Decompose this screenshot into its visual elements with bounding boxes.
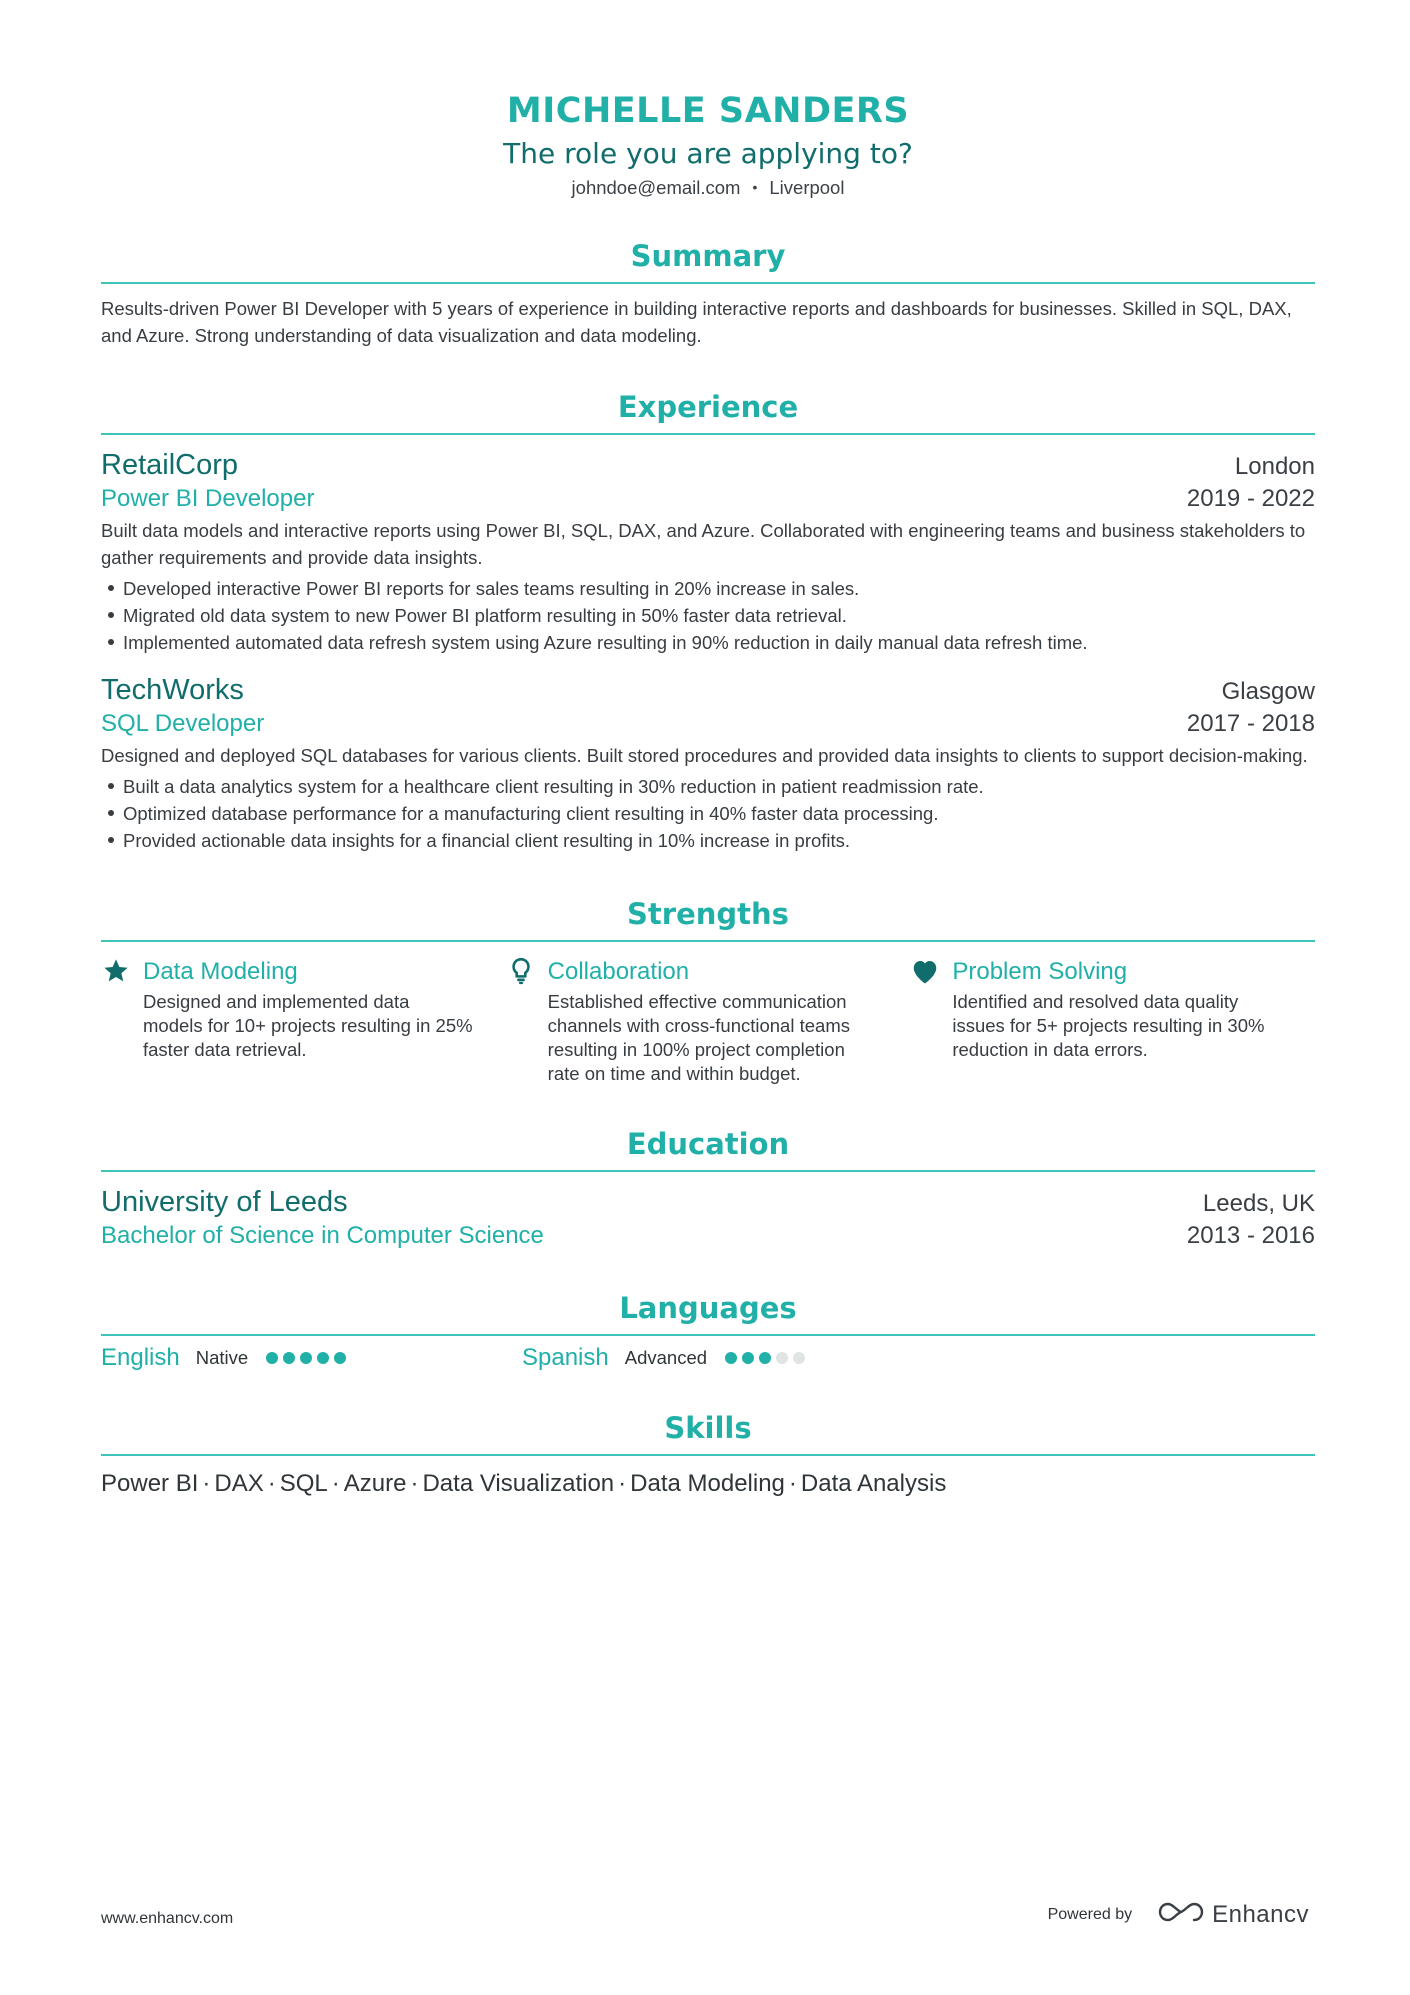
school-name: University of Leeds — [101, 1186, 348, 1218]
contact-line — [101, 176, 1315, 201]
skill-separator: · — [202, 1470, 211, 1497]
resume-page — [101, 88, 1315, 1500]
job-dates: 2017 - 2018 — [1186, 710, 1315, 737]
skill-separator: · — [788, 1470, 797, 1497]
job-location: Glasgow — [1221, 678, 1315, 705]
job-company: RetailCorp — [101, 449, 238, 481]
lightbulb-icon — [506, 956, 536, 986]
section-title-education: Education — [101, 1126, 1315, 1172]
education-section — [101, 1126, 1315, 1252]
job-description: Designed and deployed SQL databases for various clients. Built stored procedures and provided data insights to clients to support decision-making. — [101, 745, 1308, 766]
rating-dot-filled — [317, 1352, 329, 1364]
strength-item — [910, 956, 1315, 1086]
skill-separator: · — [410, 1470, 419, 1497]
strength-item — [101, 956, 506, 1086]
section-title-experience: Experience — [101, 389, 1315, 435]
rating-dot-filled — [300, 1352, 312, 1364]
strength-description: Identified and resolved data quality issues for 5+ projects resulting in 30% reduction in data errors. — [952, 991, 1265, 1060]
strength-item — [506, 956, 911, 1086]
job-bullets — [101, 575, 1315, 656]
candidate-name: MICHELLE SANDERS — [506, 91, 910, 131]
footer-website[interactable]: www.enhancv.com — [101, 1910, 234, 1927]
job-bullet: Optimized database performance for a manufacturing client resulting in 40% faster data processing. — [101, 800, 1315, 827]
brand-name[interactable]: Enhancv — [1212, 1900, 1309, 1928]
skill-separator: · — [331, 1470, 340, 1497]
job-dates: 2019 - 2022 — [1186, 485, 1315, 512]
rating-dot-filled — [759, 1352, 771, 1364]
skill-item: Azure — [343, 1470, 407, 1497]
powered-by-label: Powered by — [1047, 1905, 1133, 1923]
strength-title: Problem Solving — [952, 958, 1128, 985]
email[interactable]: johndoe@email.com — [571, 177, 741, 198]
job-bullet: Provided actionable data insights for a financial client resulting in 10% increase in profits. — [101, 827, 1315, 854]
job-role: Power BI Developer — [101, 485, 315, 512]
section-title-languages: Languages — [101, 1290, 1315, 1336]
job-bullet: Built a data analytics system for a healthcare client resulting in 30% reduction in patient readmission rate. — [101, 773, 1315, 800]
enhancv-logo-icon — [1158, 1900, 1204, 1929]
language-item — [101, 1344, 522, 1372]
summary-section — [101, 238, 1315, 349]
language-name: Spanish — [522, 1344, 609, 1371]
section-title-strengths: Strengths — [101, 896, 1315, 942]
rating-dot-filled — [283, 1352, 295, 1364]
skills-section — [101, 1410, 1315, 1500]
language-name: English — [101, 1344, 180, 1371]
language-item — [522, 1344, 943, 1372]
skill-separator: · — [618, 1470, 627, 1497]
language-rating — [725, 1352, 810, 1364]
rating-dot-filled — [725, 1352, 737, 1364]
strengths-section — [101, 896, 1315, 1086]
job-company: TechWorks — [101, 674, 244, 706]
contact-separator: • — [752, 179, 758, 195]
heart-icon — [910, 956, 940, 986]
summary-text: Results-driven Power BI Developer with 5 years of experience in building interactive reports and dashboards for businesses. Skilled in SQL, DAX, and Azure. Strong understanding of data visualization and data modeling. — [101, 298, 1292, 346]
strengths-grid — [101, 956, 1315, 1086]
rating-dot-empty — [793, 1352, 805, 1364]
skill-item: Data Visualization — [422, 1470, 615, 1497]
language-level: Native — [195, 1347, 249, 1368]
target-role: The role you are applying to? — [503, 137, 913, 170]
skill-separator: · — [267, 1470, 276, 1497]
job-bullet: Developed interactive Power BI reports for sales teams resulting in 20% increase in sales. — [101, 575, 1315, 602]
location: Liverpool — [769, 177, 845, 198]
job-entry — [101, 672, 1315, 854]
skill-item: DAX — [214, 1470, 264, 1497]
education-dates: 2013 - 2016 — [1186, 1222, 1315, 1249]
job-entry — [101, 447, 1315, 656]
job-description: Built data models and interactive reports using Power BI, SQL, DAX, and Azure. Collaborated with engineering teams and business stakeholders to gather requirements and provide data insights. — [101, 520, 1306, 568]
job-bullet: Migrated old data system to new Power BI platform resulting in 50% faster data retrieval. — [101, 602, 1315, 629]
strength-title: Collaboration — [547, 958, 690, 985]
degree: Bachelor of Science in Computer Science — [101, 1222, 544, 1249]
section-title-skills: Skills — [101, 1410, 1315, 1456]
rating-dot-filled — [742, 1352, 754, 1364]
footer-branding — [1048, 1900, 1309, 1929]
rating-dot-empty — [776, 1352, 788, 1364]
resume-header — [101, 88, 1315, 201]
skills-list — [101, 1468, 1315, 1500]
section-title-summary: Summary — [101, 238, 1315, 284]
skill-item: Data Analysis — [800, 1470, 947, 1497]
language-level: Advanced — [624, 1347, 708, 1368]
languages-section — [101, 1290, 1315, 1372]
language-rating — [266, 1352, 351, 1364]
job-location: London — [1234, 453, 1315, 480]
education-entry — [101, 1184, 1315, 1252]
rating-dot-filled — [334, 1352, 346, 1364]
skill-item: SQL — [279, 1470, 328, 1497]
rating-dot-filled — [266, 1352, 278, 1364]
languages-list — [101, 1344, 1315, 1372]
skill-item: Data Modeling — [630, 1470, 785, 1497]
job-bullet: Implemented automated data refresh system using Azure resulting in 90% reduction in daily manual data refresh time. — [101, 629, 1315, 656]
strength-description: Designed and implemented data models for 10+ projects resulting in 25% faster data retrieval. — [143, 991, 473, 1060]
job-role: SQL Developer — [101, 710, 265, 737]
star-icon — [101, 956, 131, 986]
strength-title: Data Modeling — [143, 958, 298, 985]
experience-section — [101, 389, 1315, 854]
skill-item: Power BI — [101, 1470, 199, 1497]
strength-description: Established effective communication channels with cross-functional teams resulting in 100% project completion rate on time and within budget. — [547, 991, 850, 1084]
job-bullets — [101, 773, 1315, 854]
school-location: Leeds, UK — [1202, 1190, 1315, 1217]
